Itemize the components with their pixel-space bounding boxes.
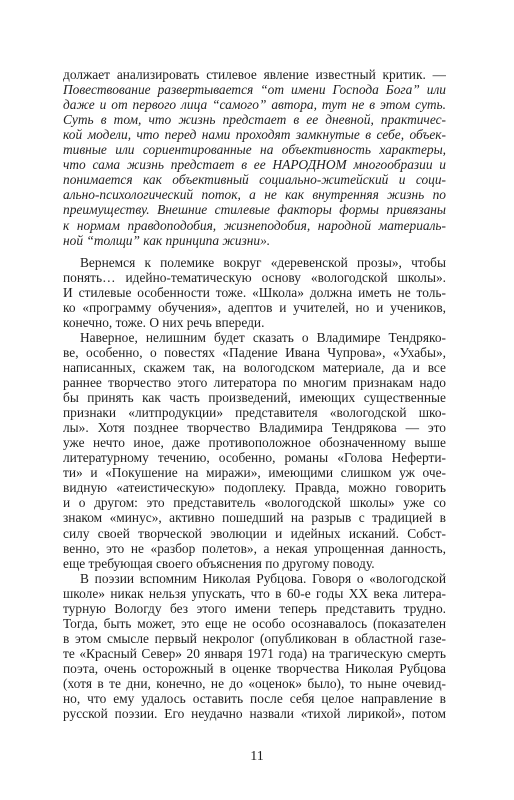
- text-line: литературному течению, особенно, романы «Голова Неферти-: [63, 450, 446, 466]
- text-line: в этом смысле первый некролог (опубликован в областной газе-: [63, 630, 446, 646]
- text-line: и о другом: это представитель «вологодской школы» уже со: [63, 495, 446, 511]
- text-line: но, что ему удалось оставить после себя целое направление в: [63, 691, 446, 706]
- text-line: Суть в том, что жизнь предстает в ее дневной, практичес-: [63, 112, 446, 128]
- text-line: признаки «литпродукции» представителя «вологодской шко-: [63, 405, 446, 421]
- text-line: раннее творчество этого литератора по многим признакам надо: [63, 375, 446, 390]
- text-line: поэта, очень осторожный в оценке творчества Николая Рубцова: [63, 660, 446, 676]
- text-line: ве, особенно, о повестях «Падение Ивана Чупрова», «Ухабы»,: [63, 344, 446, 360]
- text-line: И стилевые особенности тоже. «Школа» должна иметь не толь-: [63, 284, 446, 300]
- text-line: должает анализировать стилевое явление известный критик. —: [63, 67, 446, 82]
- text-line: русской поэзии. Его неудачно назвали «тихой лирикой», потом: [63, 706, 446, 721]
- page-number: 11: [250, 749, 264, 764]
- text-line: преимуществу. Внешние стилевые факторы формы привязаны: [63, 202, 446, 218]
- text-line: лы». Хотя позднее творчество Владимира Тендрякова — это: [63, 420, 446, 436]
- text-line: ко «программу обучения», адептов и учителей, но и учеников,: [63, 299, 446, 315]
- text-line: Тогда, быть может, это еще не особо осознавалось (показателен: [63, 615, 446, 631]
- text-line: знаком «минус», активно пошедший на разрыв с традицией в: [63, 510, 446, 526]
- text-line: уже нечто иное, даже противоположное обозначенному выше: [63, 435, 446, 451]
- text-line: написанных, скажем так, на вологодском материале, да и все: [63, 359, 446, 375]
- text-line: турную Вологду без этого имени теперь представить трудно.: [63, 600, 446, 616]
- text-line: еще требующая своего объяснения по другому поводу.: [63, 555, 375, 571]
- text-line: Повествование развертывается “от имени Господа Бога” или: [63, 82, 446, 97]
- text-line: ти» и «Покушение на миражи», имеющими слишком уж оче-: [63, 465, 446, 481]
- text-line: Наверное, нелишним будет сказать о Владимире Тендряко-: [80, 329, 446, 345]
- text-line: силу своей творческой эволюции и идейных исканий. Собст-: [63, 525, 446, 541]
- text-line: школе» никак нельзя упускать, что в 60-е годы XX века литера-: [63, 585, 446, 601]
- text-line: конечно, тоже. О них речь впереди.: [63, 314, 265, 330]
- text-line: те «Красный Север» 20 января 1971 года) на трагическую смерть: [63, 645, 446, 661]
- text-line: Вернемся к полемике вокруг «деревенской прозы», чтобы: [80, 254, 446, 270]
- text-line: бы принять как часть произведений, имеющих существенные: [63, 390, 446, 405]
- text-line: к нормам правдоподобия, жизнеподобия, народной материаль-: [63, 217, 446, 233]
- text-line: кой модели, что перед нами проходят замкнутые в себе, объек-: [63, 127, 446, 143]
- text-line: что сама жизнь предстает в ее НАРОДНОМ многообразии и: [63, 157, 446, 173]
- text-line: ально-психологический поток, а не как внутренняя жизнь по: [63, 187, 446, 203]
- text-line: понять… идейно-тематическую основу «вологодской школы».: [63, 269, 446, 285]
- text-line: видную «атеистическую» подоплеку. Правда, можно говорить: [63, 480, 446, 496]
- text-line: ной “толщи” как принципа жизни».: [63, 232, 271, 248]
- text-line: (хотя в те дни, конечно, не до «оценок» было), то ныне очевид-: [63, 675, 446, 691]
- text-line: В поэзии вспомним Николая Рубцова. Говоря о «вологодской: [80, 570, 446, 586]
- text-line: венно, это не «разбор полетов», а некая упрощенная данность,: [63, 540, 446, 556]
- text-line: тивные или сориентированные на объективность характеры,: [63, 142, 446, 158]
- text-line: понимается как объективный социально-житейский и соци-: [63, 172, 446, 188]
- text-line: даже и от первого лица “самого” автора, тут не в этом суть.: [63, 97, 446, 113]
